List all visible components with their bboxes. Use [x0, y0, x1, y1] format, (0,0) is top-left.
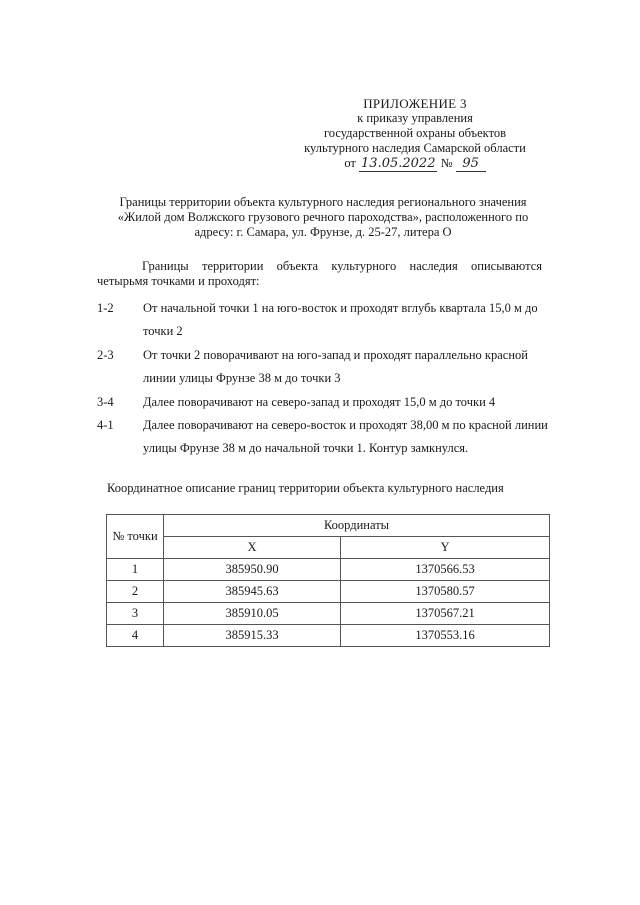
date-prefix: от [344, 156, 356, 170]
header-y: Y [341, 537, 550, 559]
cell-x: 385915.33 [164, 625, 341, 647]
header-point-number: № точки [107, 515, 164, 559]
segment-code: 2-3 [97, 348, 114, 362]
table-row [107, 581, 550, 603]
segment-description-line: Далее поворачивают на северо-запад и проходят 15,0 м до точки 4 [143, 395, 496, 409]
heading-line-3: адресу: г. Самара, ул. Фрунзе, д. 25-27, литера О [194, 225, 452, 239]
appendix-line-1: к приказу управления [357, 111, 473, 125]
heading-line-2: «Жилой дом Волжского грузового речного пароходства», расположенного по [117, 210, 529, 224]
segment-description-line: От точки 2 поворачивают на юго-запад и проходят параллельно красной [143, 348, 528, 362]
segment-description [143, 414, 583, 460]
cell-point-number: 2 [107, 581, 164, 603]
segment-description [143, 391, 583, 414]
appendix-block [270, 96, 560, 172]
segment-description-line: линии улицы Фрунзе 38 м до точки 3 [143, 371, 341, 385]
table-row [107, 603, 550, 625]
cell-x: 385910.05 [164, 603, 341, 625]
segment-description [143, 297, 583, 343]
segment-description-line: улицы Фрунзе 38 м до начальной точки 1. Контур замкнулся. [143, 441, 469, 455]
cell-y: 1370553.16 [341, 625, 550, 647]
segment-description-line: От начальной точки 1 на юго-восток и проходят вглубь квартала 15,0 м до [143, 301, 538, 315]
table-subheader-row [107, 537, 550, 559]
table-row [107, 625, 550, 647]
handwritten-number: 95 [456, 156, 486, 172]
document-heading [92, 195, 554, 240]
cell-y: 1370566.53 [341, 559, 550, 581]
segment-description [143, 344, 583, 390]
coordinates-table [106, 514, 550, 647]
appendix-line-2: государственной охраны объектов [323, 126, 507, 140]
coordinates-caption: Координатное описание границ территории объекта культурного наследия [107, 481, 504, 495]
table-row [107, 559, 550, 581]
segment-code: 4-1 [97, 418, 114, 432]
cell-point-number: 4 [107, 625, 164, 647]
cell-x: 385945.63 [164, 581, 341, 603]
cell-point-number: 1 [107, 559, 164, 581]
intro-paragraph: Границы территории объекта культурного наследия описываются четырьмя точками и проходят: [97, 259, 542, 288]
header-coordinates: Координаты [164, 515, 550, 537]
cell-y: 1370567.21 [341, 603, 550, 625]
heading-line-1: Границы территории объекта культурного наследия регионального значения [119, 195, 527, 209]
segment-description-line: Далее поворачивают на северо-восток и проходят 38,00 м по красной линии [143, 418, 548, 432]
table-header-row [107, 515, 550, 537]
header-x: X [164, 537, 341, 559]
appendix-date-line [270, 156, 560, 172]
cell-x: 385950.90 [164, 559, 341, 581]
cell-y: 1370580.57 [341, 581, 550, 603]
segment-code: 1-2 [97, 301, 114, 315]
number-prefix: № [440, 156, 453, 170]
appendix-line-3: культурного наследия Самарской области [304, 141, 526, 155]
appendix-title: ПРИЛОЖЕНИЕ 3 [363, 96, 467, 111]
segment-description-line: точки 2 [143, 324, 183, 338]
segment-code: 3-4 [97, 395, 114, 409]
handwritten-date: 13.05.2022 [361, 156, 436, 171]
cell-point-number: 3 [107, 603, 164, 625]
